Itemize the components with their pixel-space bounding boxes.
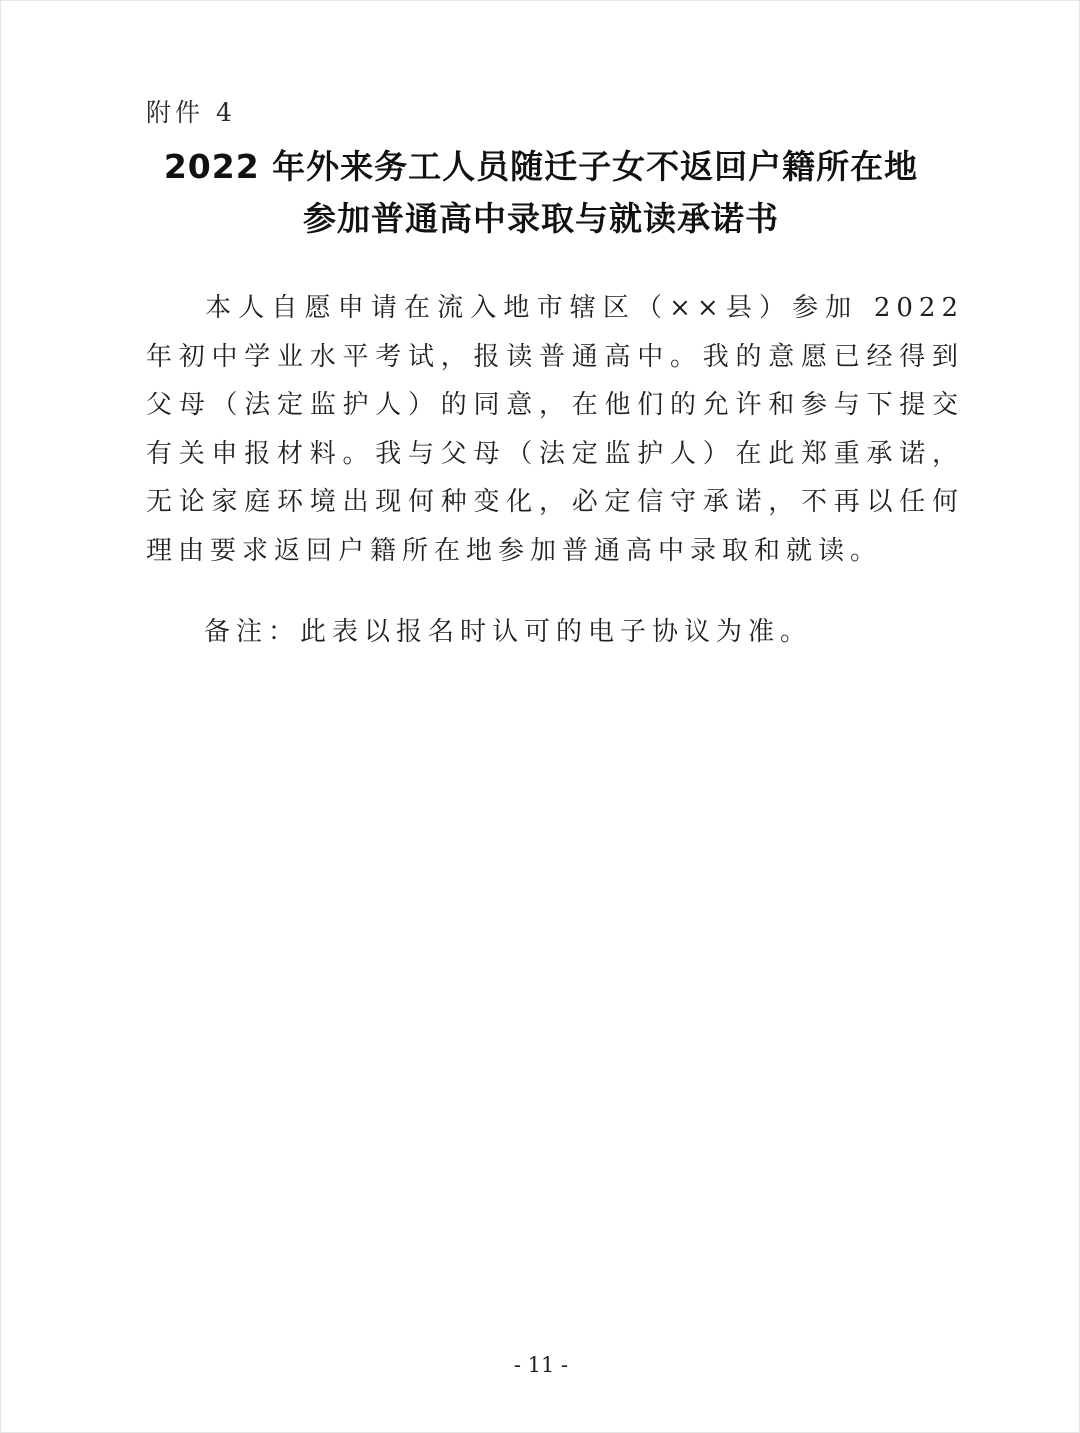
- document-title-line-2: 参加普通高中录取与就读承诺书: [303, 199, 779, 238]
- body-paragraph-text: 本人自愿申请在流入地市辖区（××县）参加 2022 年初中学业水平考试，报读普通高中。我的意愿已经得到父母（法定监护人）的同意，在他们的允许和参与下提交有关申报材料。我与父母（法定监护人）在此郑重承诺，无论家庭环境出现何种变化，必定信守承诺，不再以任何理由要求返回户籍所在地参加普通高中录取和就读。: [146, 293, 964, 566]
- body-paragraph: [146, 284, 964, 575]
- note-text: 备注：此表以报名时认可的电子协议为准。: [204, 617, 813, 647]
- page-number: - 11 -: [513, 1353, 569, 1377]
- document-title-line-1: 2022 年外来务工人员随迁子女不返回户籍所在地: [163, 147, 919, 186]
- attachment-label: 附件 4: [146, 98, 236, 127]
